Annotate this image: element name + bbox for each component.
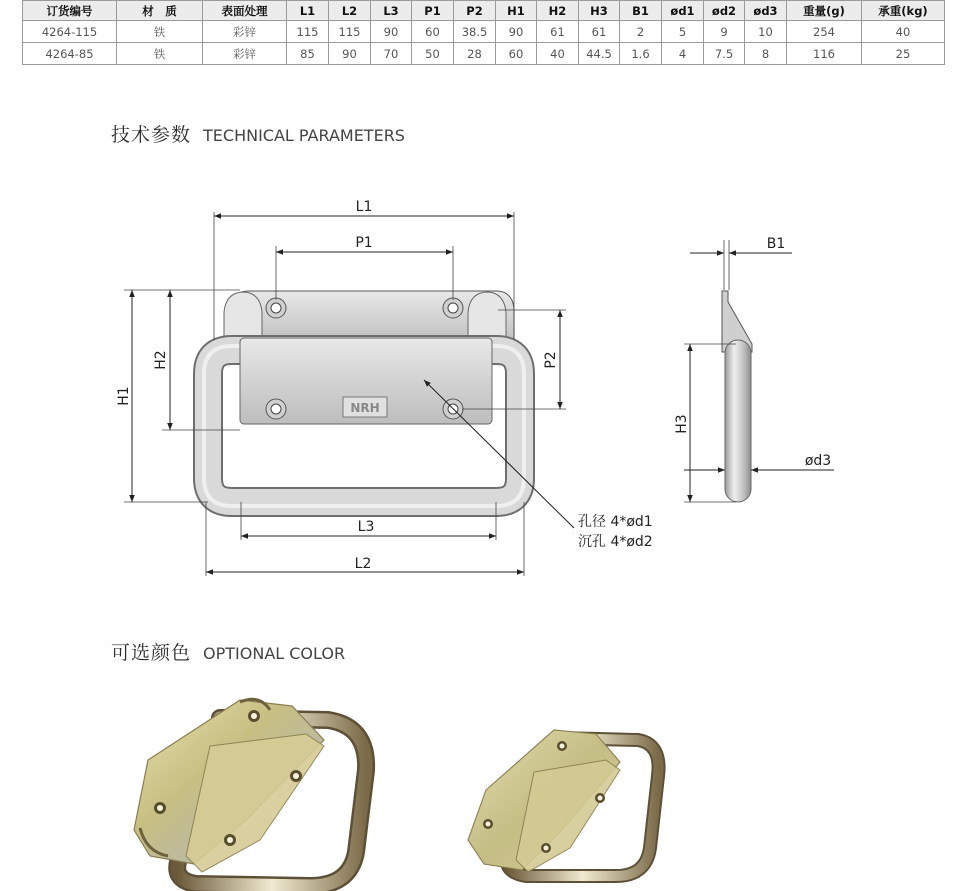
spec-cell: 7.5 — [704, 43, 745, 65]
spec-cell: 40 — [537, 43, 579, 65]
spec-header-cell: 订货编号 — [23, 1, 117, 21]
optional-color-title-cn: 可选颜色 — [111, 642, 192, 664]
spec-header-cell: 承重(kg) — [862, 1, 945, 21]
spec-row — [23, 21, 945, 43]
front-view — [116, 199, 653, 576]
plate-roll-left — [224, 292, 262, 340]
spec-header-cell: H1 — [496, 1, 537, 21]
spec-cell: 38.5 — [454, 21, 496, 43]
spec-header-cell: P2 — [454, 1, 496, 21]
label-H2: H2 — [153, 350, 169, 370]
spec-cell: 1.6 — [620, 43, 662, 65]
technical-drawing — [0, 180, 960, 600]
spec-cell: 90 — [329, 43, 371, 65]
product-photo-small — [450, 720, 690, 891]
hole-top-left — [266, 298, 286, 318]
side-tube — [725, 340, 751, 502]
hole-bottom-left — [266, 399, 286, 419]
spec-cell: 61 — [537, 21, 579, 43]
label-P2: P2 — [543, 351, 559, 369]
spec-cell: 25 — [862, 43, 945, 65]
spec-cell: 9 — [704, 21, 745, 43]
product-photo-large — [110, 680, 410, 891]
spec-cell: 2 — [620, 21, 662, 43]
logo-text: NRH — [350, 401, 380, 415]
spec-cell: 60 — [412, 21, 454, 43]
spec-cell: 254 — [787, 21, 862, 43]
spec-cell: 4264-115 — [23, 21, 117, 43]
side-view — [674, 236, 834, 502]
spec-cell: 116 — [787, 43, 862, 65]
spec-cell: 115 — [329, 21, 371, 43]
plate-roll-right — [468, 292, 506, 340]
spec-header-cell: H2 — [537, 1, 579, 21]
spec-cell: 90 — [371, 21, 412, 43]
tech-params-heading — [111, 120, 405, 147]
spec-cell: 50 — [412, 43, 454, 65]
spec-header-cell: L3 — [371, 1, 412, 21]
hole-top-right — [443, 298, 463, 318]
spec-cell: 61 — [579, 21, 620, 43]
spec-cell: 4264-85 — [23, 43, 117, 65]
spec-header-row — [23, 1, 945, 21]
spec-header-cell: ød2 — [704, 1, 745, 21]
spec-header-cell: ød1 — [662, 1, 704, 21]
spec-cell: 4 — [662, 43, 704, 65]
spec-header-cell: P1 — [412, 1, 454, 21]
label-L1: L1 — [355, 199, 373, 215]
hole-note-diameter: 孔径 4*ød1 — [578, 514, 653, 530]
spec-cell: 115 — [287, 21, 329, 43]
spec-cell: 70 — [371, 43, 412, 65]
spec-cell: 彩锌 — [203, 21, 287, 43]
tech-params-title-en: TECHNICAL PARAMETERS — [203, 126, 405, 145]
label-H1: H1 — [116, 386, 132, 406]
label-P1: P1 — [355, 235, 373, 251]
optional-color-heading — [111, 638, 345, 665]
spec-header-cell: L2 — [329, 1, 371, 21]
spec-header-cell: 重量(g) — [787, 1, 862, 21]
spec-cell: 铁 — [117, 21, 203, 43]
spec-cell: 彩锌 — [203, 43, 287, 65]
spec-cell: 44.5 — [579, 43, 620, 65]
spec-cell: 5 — [662, 21, 704, 43]
label-B1: B1 — [766, 236, 786, 252]
optional-color-title-en: OPTIONAL COLOR — [203, 644, 346, 663]
spec-cell: 40 — [862, 21, 945, 43]
spec-cell: 8 — [745, 43, 787, 65]
spec-table — [22, 0, 945, 65]
spec-cell: 85 — [287, 43, 329, 65]
spec-cell: 90 — [496, 21, 537, 43]
tech-params-title-cn: 技术参数 — [111, 124, 192, 146]
spec-header-cell: B1 — [620, 1, 662, 21]
spec-header-cell: 表面处理 — [203, 1, 287, 21]
spec-cell: 10 — [745, 21, 787, 43]
spec-body — [23, 21, 945, 65]
hole-note-counterbore: 沉孔 4*ød2 — [578, 534, 653, 550]
spec-cell: 铁 — [117, 43, 203, 65]
label-L2: L2 — [354, 556, 372, 572]
spec-header-cell: 材 质 — [117, 1, 203, 21]
label-L3: L3 — [357, 519, 375, 535]
label-H3: H3 — [674, 414, 690, 434]
label-d3: ød3 — [804, 453, 832, 469]
spec-cell: 60 — [496, 43, 537, 65]
spec-header-cell: L1 — [287, 1, 329, 21]
spec-header-cell: ød3 — [745, 1, 787, 21]
spec-header-cell: H3 — [579, 1, 620, 21]
spec-row — [23, 43, 945, 65]
spec-cell: 28 — [454, 43, 496, 65]
